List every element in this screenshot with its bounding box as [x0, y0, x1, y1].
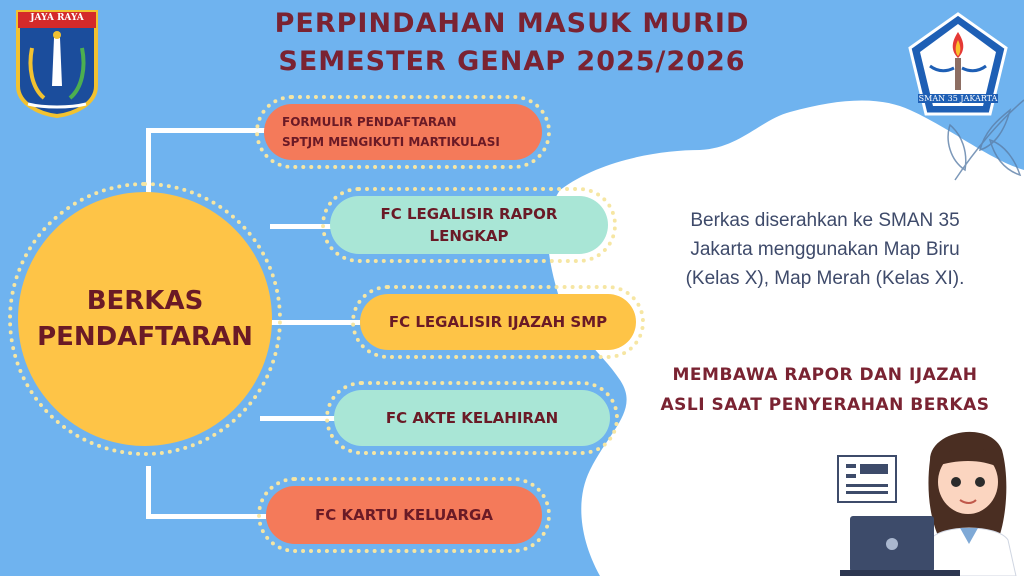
school-logo-banner: SMAN 35 JAKARTA	[918, 94, 998, 103]
info-text-line2: Jakarta menggunakan Map Biru	[690, 239, 960, 260]
page-title-line1: PERPINDAHAN MASUK MURID	[274, 8, 750, 39]
item-formulir-line2: SPTJM MENGIKUTI MARTIKULASI	[282, 135, 500, 149]
center-label-line2: PENDAFTARAN	[37, 322, 253, 352]
student-laptop-illustration	[830, 420, 1024, 576]
connector-item-4	[260, 416, 340, 421]
school-logo	[906, 10, 1010, 120]
page-title-line2: SEMESTER GENAP 2025/2026	[278, 46, 746, 77]
item-formulir	[264, 104, 542, 160]
emblem-banner-text: JAYA RAYA	[30, 13, 84, 23]
connector-bottom-horizontal	[146, 514, 266, 519]
info-text-line1: Berkas diserahkan ke SMAN 35	[690, 210, 960, 231]
jakarta-emblem-logo	[14, 8, 100, 118]
item-kk	[266, 486, 542, 544]
item-akte	[334, 390, 610, 446]
notice-line1: MEMBAWA RAPOR DAN IJAZAH	[672, 365, 978, 385]
item-ijazah	[360, 294, 636, 350]
info-text-line3: (Kelas X), Map Merah (Kelas XI).	[685, 268, 965, 289]
info-text	[640, 206, 1010, 293]
connector-item-3	[270, 320, 360, 325]
center-circle	[18, 192, 272, 446]
item-formulir-line1: FORMULIR PENDAFTARAN	[282, 115, 457, 129]
item-rapor	[330, 196, 608, 254]
item-rapor-line1: FC LEGALISIR RAPOR	[380, 205, 558, 223]
connector-vertical-bottom	[146, 466, 151, 518]
item-akte-line1: FC AKTE KELAHIRAN	[385, 409, 559, 427]
item-kk-line1: FC KARTU KELUARGA	[315, 506, 493, 524]
center-label-line1: BERKAS	[86, 286, 204, 316]
connector-top-horizontal	[146, 128, 266, 133]
item-rapor-line2: LENGKAP	[429, 227, 509, 245]
notice-text	[630, 360, 1020, 420]
notice-line2: ASLI SAAT PENYERAHAN BERKAS	[660, 395, 990, 415]
item-ijazah-line1: FC LEGALISIR IJAZAH SMP	[388, 313, 608, 331]
